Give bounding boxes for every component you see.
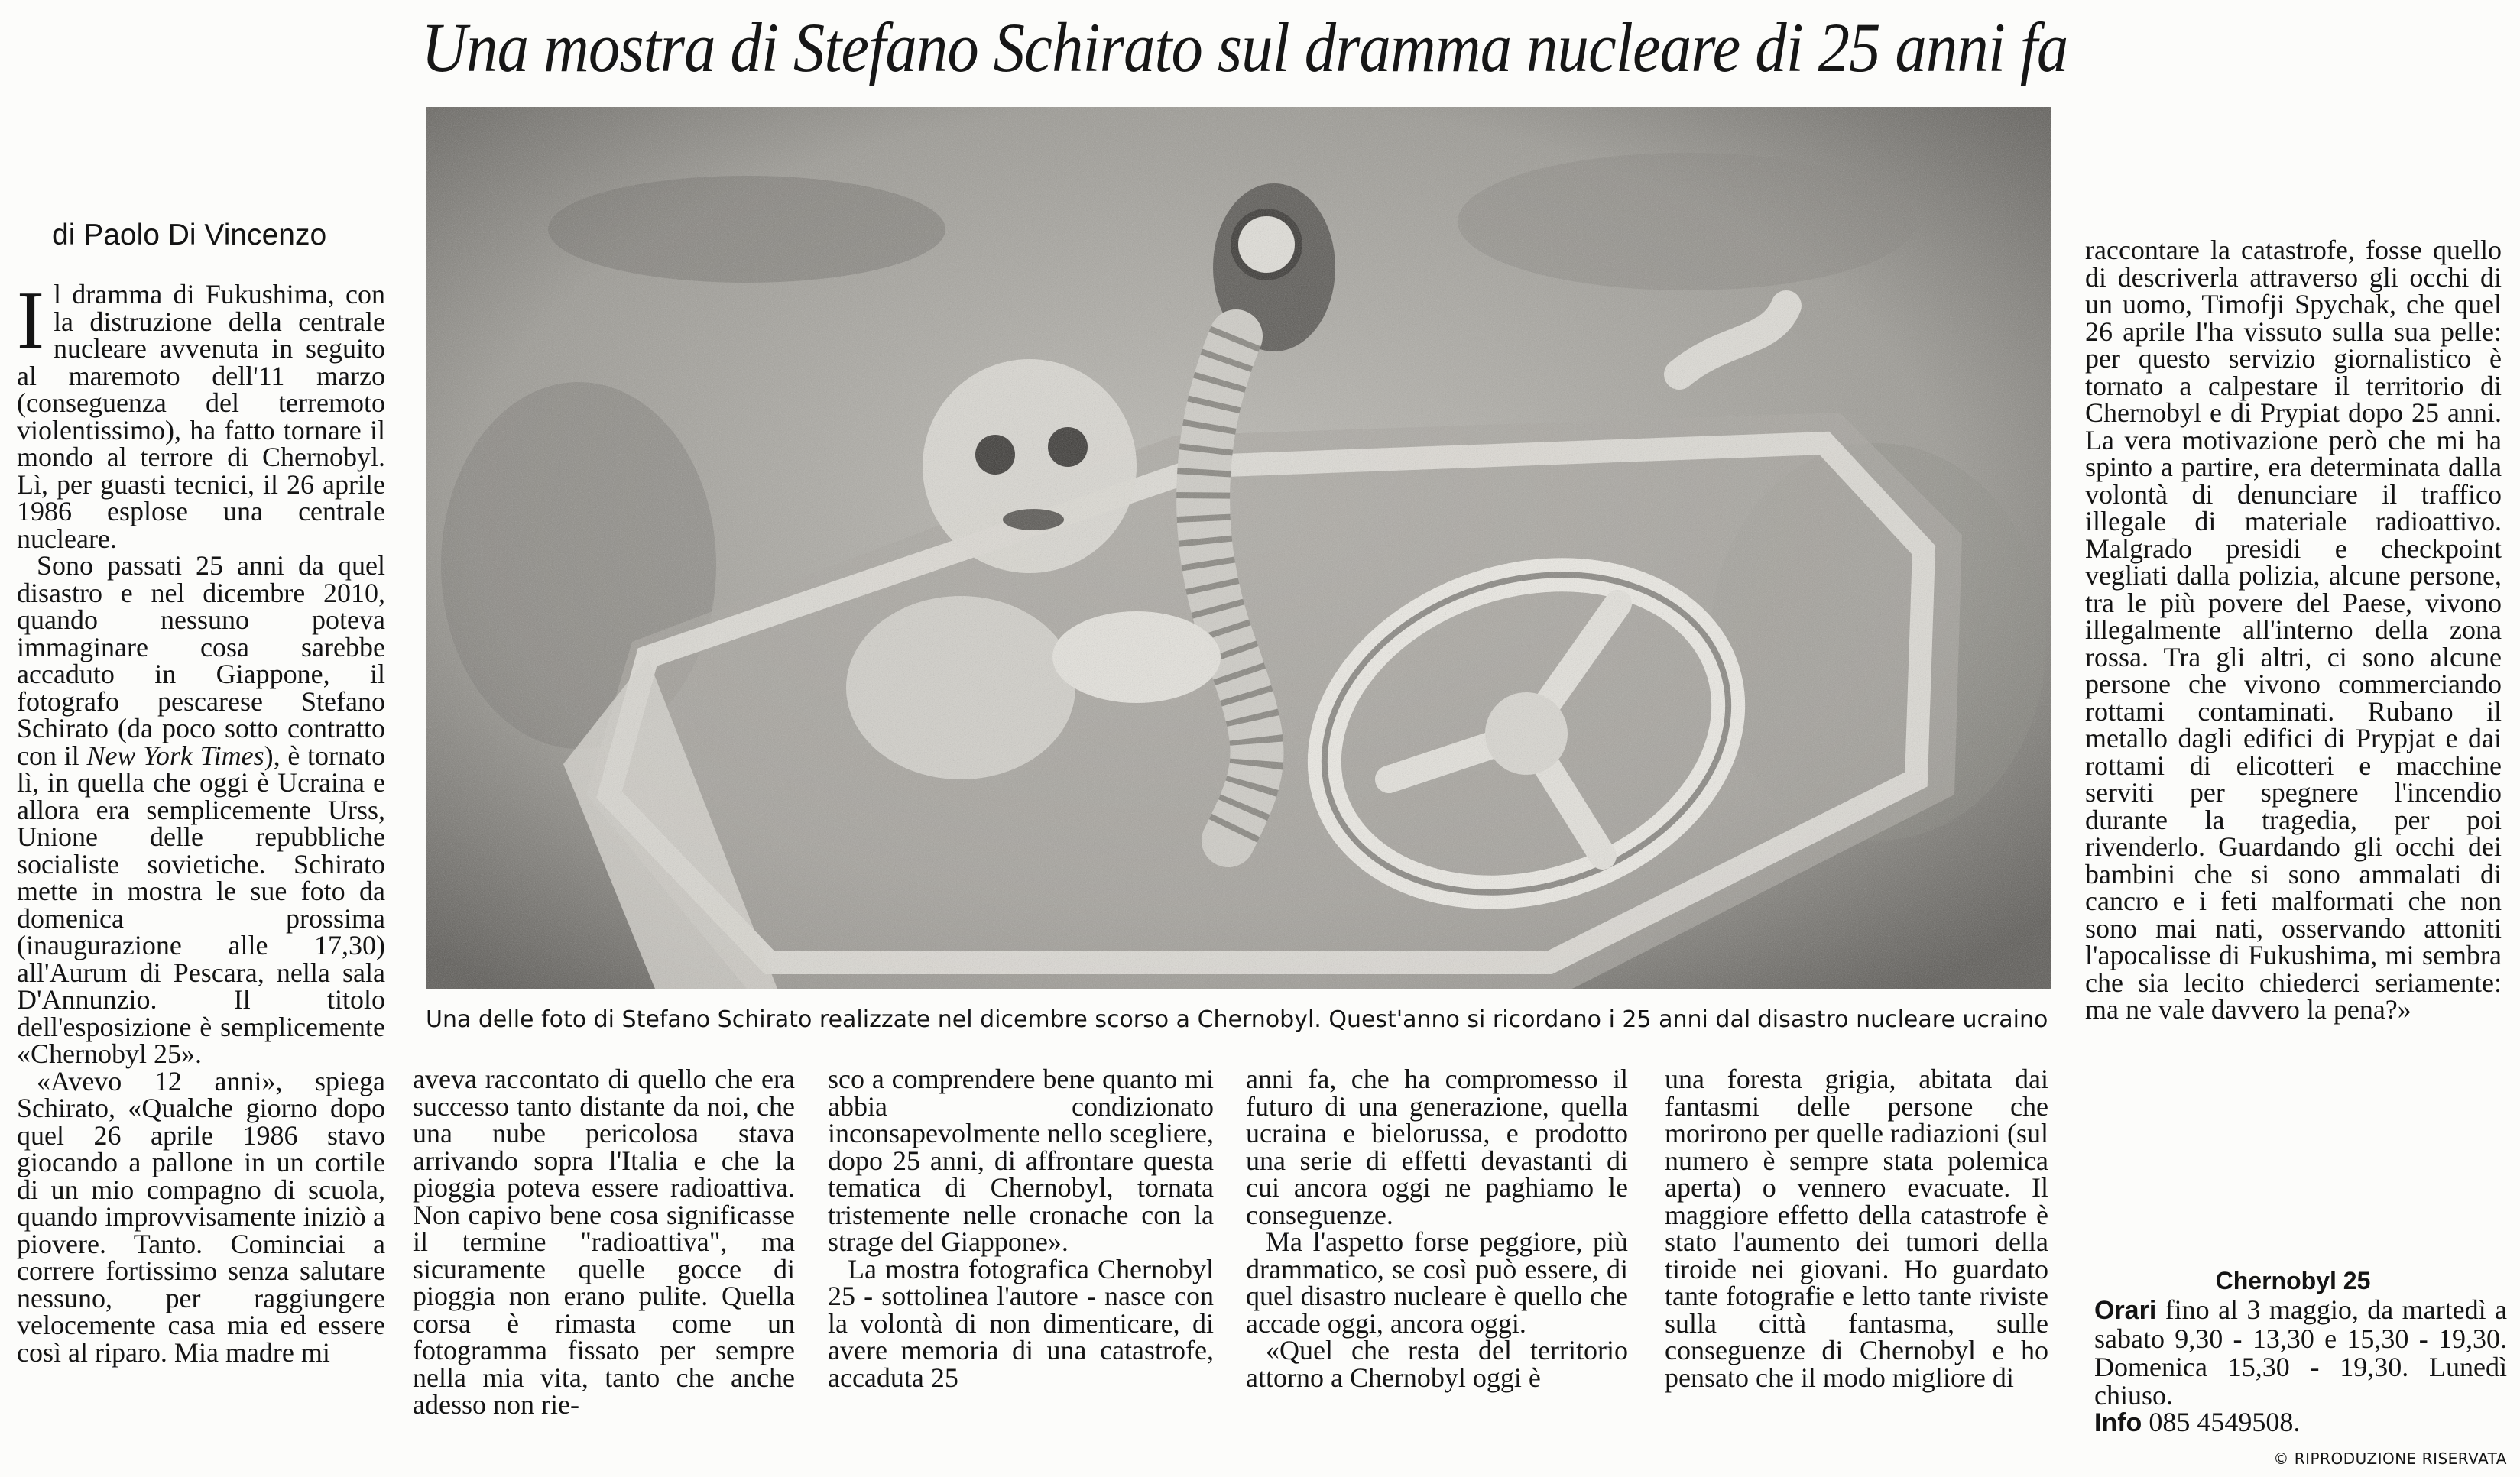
headline: Una mostra di Stefano Schirato sul dramma nucleare di 25 anni fa [421,8,2068,86]
hours-label: Orari [2094,1296,2157,1325]
byline: di Paolo Di Vincenzo [52,219,327,251]
copyright-notice: © RIPRODUZIONE RISERVATA [2273,1449,2507,1468]
infobox-title: Chernobyl 25 [2215,1267,2371,1294]
paragraph: sco a comprendere bene quanto mi abbia condizionato inconsapevolmente nello scegliere, dopo 25 anni, di affrontare questa tematica di Chernobyl, tornata tristemente nelle cronache con la strage del Giappone». [828,1066,1214,1257]
paragraph: Ma l'aspetto forse peggiore, più drammatico, se così può essere, di quel disastro nucleare è quello che accade oggi, ancora oggi. [1246,1226,1628,1339]
paragraph: «Quel che resta del territorio attorno a Chernobyl oggi è [1246,1335,1628,1393]
paragraph: «Avevo 12 anni», spiega Schirato, «Qualche giorno dopo quel 26 aprile 1986 stavo giocando a pallone in un cortile di un mio compagno di scuola, quando improvvisamente iniziò a piovere. Tanto. Cominciai a correre fortissimo senza salutare nessuno, per raggiungere velocemente casa mia ed essere così al riparo. Mia madre mi [17,1065,385,1368]
info-label: Info [2094,1408,2142,1437]
drop-cap: I [17,281,44,366]
hours-text: fino al 3 maggio, da martedì a sabato 9,30 - 13,30 e 15,30 - 19,30. Domenica 15,30 - 19,30. Lunedì chiuso. [2094,1294,2507,1411]
article-column-5 [1665,1066,2048,1462]
paragraph: Sono passati 25 anni da quel disastro e nel dicembre 2010, quando nessuno poteva immaginare cosa sarebbe accaduto in Giappone, il fotografo pescarese Stefano Schirato (da poco sotto contratto con il New York Times), è tornato lì, in quella che oggi è Ucraina e allora era semplicemente Urss, Unione delle repubbliche socialiste sovietiche. Schirato mette in mostra le sue foto da domenica prossima (inaugurazione alle 17,30) all'Aurum di Pescara, nella sala D'Annunzio. Il titolo dell'esposizione è semplicemente «Chernobyl 25». [17,550,385,1069]
info-text: 085 4549508. [2142,1407,2301,1437]
paragraph: anni fa, che ha compromesso il futuro di una generazione, quella ucraina e bielorussa, e prodotto una serie di effetti devastanti di cui ancora oggi ne paghiamo le conseguenze. [1246,1066,1628,1230]
infobox-contact [2094,1408,2507,1437]
paragraph: una foresta grigia, abitata dai fantasmi delle persone che morirono per quelle radiazioni (sul numero è sempre stata polemica aperta) o vennero evacuate. Il maggiore effetto della catastrofe è stato l'aumento dei tumori della tiroide nei giovani. Ho guardato tante fotografie e letto tante riviste sulla città fantasma, sulle conseguenze di Chernobyl e ho pensato che il modo migliore di [1665,1066,2048,1393]
infobox-hours [2094,1296,2507,1410]
paragraph: Il dramma di Fukushima, con la distruzione della centrale nucleare avvenuta in seguito al maremoto dell'11 marzo (conseguenza del terremoto violentissimo), ha fatto tornare il mondo al terrore di Chernobyl. Lì, per guasti tecnici, il 26 aprile 1986 esplose una centrale nucleare. [17,281,385,554]
photo-caption: Una delle foto di Stefano Schirato realizzate nel dicembre scorso a Chernobyl. Quest'anno si ricordano i 25 anni dal disastro nucleare ucraino [426,1006,2048,1033]
article-column-1 [17,281,385,1462]
paragraph: raccontare la catastrofe, fosse quello di descriverla attraverso gli occhi di un uomo, Timofji Spychak, che quel 26 aprile l'ha vissuto sulla sua pelle: per questo servizio giornalistico è tornato a calpestare il territorio di Chernobyl e di Prypiat dopo 25 anni. La vera motivazione però che mi ha spinto a partire, era determinata dalla volontà di denunciare il traffico illegale di materiale radioattivo. Malgrado presidi e checkpoint vegliati dalla polizia, alcune persone, tra le più povere del Paese, vivono illegalmente all'interno della zona rossa. Tra gli altri, ci sono alcune persone che vivono commerciando rottami contaminati. Rubano il metallo dagli edifici di Prypjat e dai rottami di elicotteri e macchine serviti per spegnere l'incendio durante la tragedia, per poi rivenderlo. Guardando gli occhi dei bambini che si sono ammalati di cancro e i feti malformati che non sono mai nati, osservando attoniti l'apocalisse di Fukushima, mi sembra che sia lecito chiederci seriamente: ma ne vale davvero la pena?» [2085,237,2502,1025]
article-column-6 [2085,237,2502,1265]
article-column-2 [413,1066,795,1462]
article-column-4 [1246,1066,1628,1462]
article-photo [426,107,2051,989]
chernobyl-photo [426,107,2051,989]
paragraph: La mostra fotografica Chernobyl 25 - sottolinea l'autore - nasce con la volontà di non dimenticare, di avere memoria di una catastrofe, accaduta 25 [828,1253,1214,1393]
paragraph: aveva raccontato di quello che era successo tanto distante da noi, che una nube pericolosa stava arrivando sopra l'Italia e che la pioggia poteva essere radioattiva. Non capivo bene cosa significasse il termine "radioattiva", ma sicuramente quelle gocce di pioggia non erano pulite. Quella corsa è rimasta come un fotogramma fissato per sempre nella mia vita, tanto che anche adesso non rie- [413,1066,795,1420]
article-column-3 [828,1066,1214,1462]
